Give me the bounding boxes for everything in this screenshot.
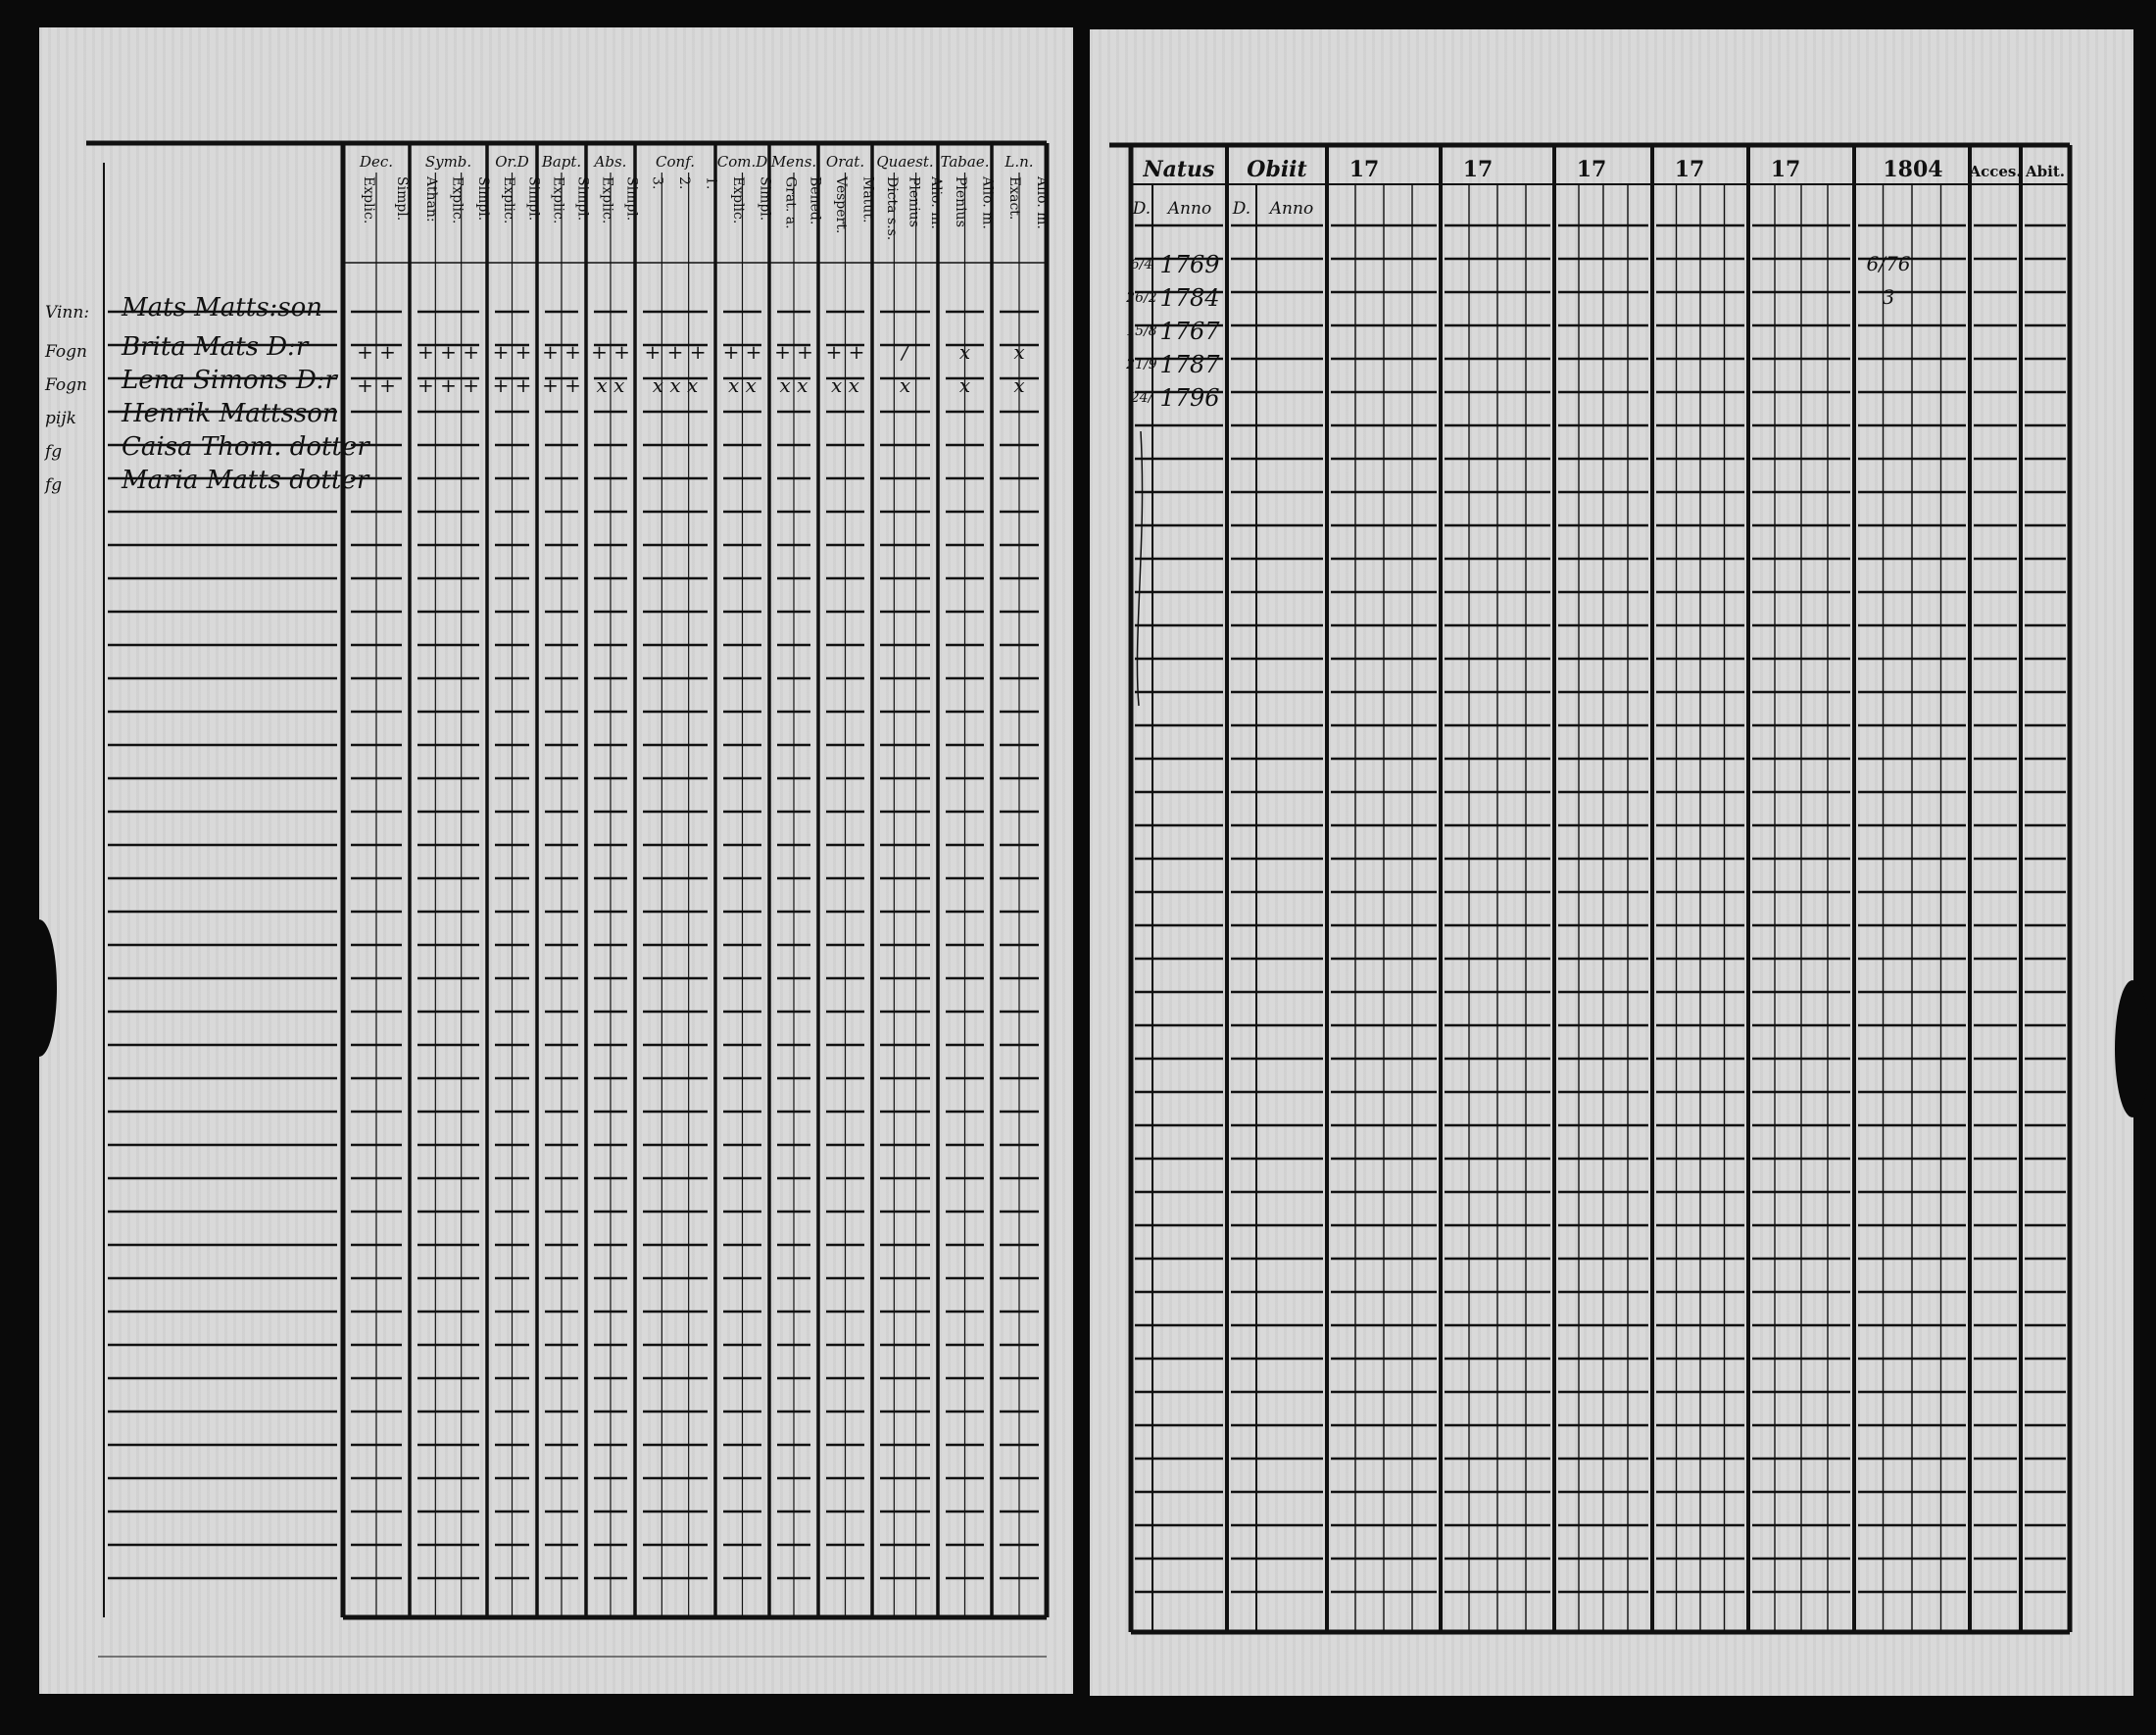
column-sub-header: Simpl. <box>474 176 491 222</box>
year-column-header: 17 <box>1576 157 1607 182</box>
column-sub-header: Simpl. <box>757 176 773 222</box>
column-sub-header: Simpl. <box>574 176 591 222</box>
row-mark: x x x <box>652 373 699 397</box>
annotation-1804: 3 <box>1882 285 1895 309</box>
row-mark: + + + <box>644 340 707 364</box>
right-register-grid <box>1090 29 2133 1696</box>
row-mark: x x <box>596 373 625 397</box>
column-sub-header: Matut. <box>859 176 876 223</box>
year-column-header: 17 <box>1770 157 1801 182</box>
subcolumn-header: Anno <box>1269 199 1314 219</box>
row-mark: x x <box>779 373 808 397</box>
margin-note: pijk <box>45 409 76 428</box>
row-mark: + + <box>591 340 630 364</box>
column-sub-header: Vespert. <box>832 176 849 234</box>
column-sub-header: Grat. a. <box>782 176 799 229</box>
left-names <box>121 293 370 495</box>
column-sub-header: Simpl. <box>525 176 542 222</box>
column-sub-header: 1. <box>703 176 719 190</box>
left-margin-notes <box>43 303 89 495</box>
column-sub-header: Explic. <box>599 176 615 224</box>
column-sub-header: Alio. m. <box>1034 176 1050 229</box>
margin-note: Fogn <box>45 342 87 362</box>
column-sub-header: 3. <box>649 176 665 190</box>
year-column-header: Acces. <box>1969 163 2022 180</box>
column-sub-header: Bened. <box>807 176 823 225</box>
column-sub-header: Exact. <box>1006 176 1022 221</box>
column-sub-header: Plenius <box>952 176 968 227</box>
column-group-header: Conf. <box>656 153 695 171</box>
birth-year: 1784 <box>1159 284 1220 312</box>
birth-day: 26/2 <box>1126 290 1157 306</box>
column-sub-header: Plenius <box>906 176 922 227</box>
year-column-header: 17 <box>1674 157 1705 182</box>
row-mark: + + + <box>417 373 479 397</box>
row-mark: + + <box>492 340 532 364</box>
row-mark: x x <box>831 373 859 397</box>
column-group-header: Tabae. <box>940 153 990 171</box>
birth-year: 1767 <box>1159 318 1220 345</box>
row-mark: + + <box>492 373 532 397</box>
column-sub-header: 2. <box>676 176 692 190</box>
ink-stroke <box>1137 431 1142 706</box>
birth-year: 1787 <box>1159 351 1220 378</box>
left-page <box>39 27 1073 1694</box>
column-sub-header: Alio. m. <box>979 176 996 229</box>
name-entry: Lena Simons D:r <box>122 366 337 395</box>
left-row-marks <box>357 340 1025 397</box>
year-column-header: 17 <box>1462 157 1494 182</box>
column-sub-header: Athan: <box>423 176 440 223</box>
row-mark: + + <box>542 340 581 364</box>
margin-note: Fogn <box>45 375 87 395</box>
row-mark: + + <box>542 373 581 397</box>
row-mark: + + <box>722 340 762 364</box>
birth-day: 6/4 <box>1130 257 1153 273</box>
column-sub-header: Alio. m. <box>927 176 944 229</box>
column-group-header: Symb. <box>424 153 472 171</box>
row-mark: x x <box>728 373 757 397</box>
row-mark: x <box>958 340 971 364</box>
binding-notch-left <box>22 919 57 1057</box>
column-group-header: Bapt. <box>541 153 582 171</box>
name-entry: Caisa Thom. dotter <box>122 432 369 462</box>
column-group-header: Dec. <box>359 153 394 171</box>
margin-note: Vinn: <box>45 303 90 322</box>
row-mark: + + <box>357 340 396 364</box>
right-column-headers <box>1132 157 2065 219</box>
column-group-header: Or.D <box>495 153 529 171</box>
year-column-header: 1804 <box>1883 157 1943 182</box>
column-sub-header: Simpl. <box>623 176 640 222</box>
row-mark: x <box>958 373 971 397</box>
column-sub-header: Explic. <box>550 176 566 224</box>
name-entry: Henrik Mattsson <box>122 399 339 428</box>
column-group-header: Abs. <box>594 153 627 171</box>
column-group-header: Orat. <box>825 153 865 171</box>
row-mark: + + <box>825 340 865 364</box>
column-sub-header: Explic. <box>500 176 516 224</box>
row-mark: + + + <box>417 340 479 364</box>
column-group-header: L.n. <box>1004 153 1034 171</box>
subcolumn-header: D. <box>1132 199 1152 219</box>
birth-year: 1796 <box>1159 384 1220 412</box>
year-column-header: Natus <box>1143 157 1215 182</box>
annotation-1804: 6/76 <box>1866 252 1911 275</box>
name-entry: Brita Mats D:r <box>122 332 309 362</box>
row-mark: + + <box>357 373 396 397</box>
right-page <box>1090 29 2133 1696</box>
birth-day: 21/9 <box>1126 357 1157 372</box>
year-column-header: 17 <box>1348 157 1380 182</box>
birth-day: 24/ <box>1130 390 1153 406</box>
subcolumn-header: D. <box>1232 199 1251 219</box>
birth-year: 1769 <box>1159 251 1220 278</box>
name-entry: Mats Matts:son <box>122 293 323 322</box>
birth-day: 15/8 <box>1126 323 1157 339</box>
column-sub-header: Explic. <box>361 176 376 224</box>
row-mark: / <box>902 340 908 364</box>
column-sub-header: Explic. <box>449 176 466 224</box>
column-group-header: Com.D <box>716 153 768 171</box>
name-entry: Maria Matts dotter <box>122 466 369 495</box>
column-sub-header: Dicta s.s. <box>884 176 901 241</box>
row-mark: x <box>1013 373 1025 397</box>
year-column-header: Abit. <box>2026 163 2065 180</box>
row-mark: x <box>1013 340 1025 364</box>
column-group-header: Mens. <box>770 153 817 171</box>
left-register-grid <box>39 27 1073 1694</box>
left-column-headers <box>359 153 1050 240</box>
column-sub-header: Explic. <box>729 176 746 224</box>
margin-note: fg <box>45 475 63 495</box>
column-group-header: Quaest. <box>876 153 934 171</box>
right-rules <box>1109 145 2070 1632</box>
row-mark: + + <box>774 340 813 364</box>
year-column-header: Obiit <box>1247 157 1307 182</box>
column-sub-header: Simpl. <box>394 176 410 222</box>
binding-notch-right <box>2115 980 2150 1117</box>
margin-note: fg <box>45 442 63 462</box>
right-entries <box>1125 251 1910 706</box>
row-mark: x <box>899 373 911 397</box>
subcolumn-header: Anno <box>1167 199 1212 219</box>
